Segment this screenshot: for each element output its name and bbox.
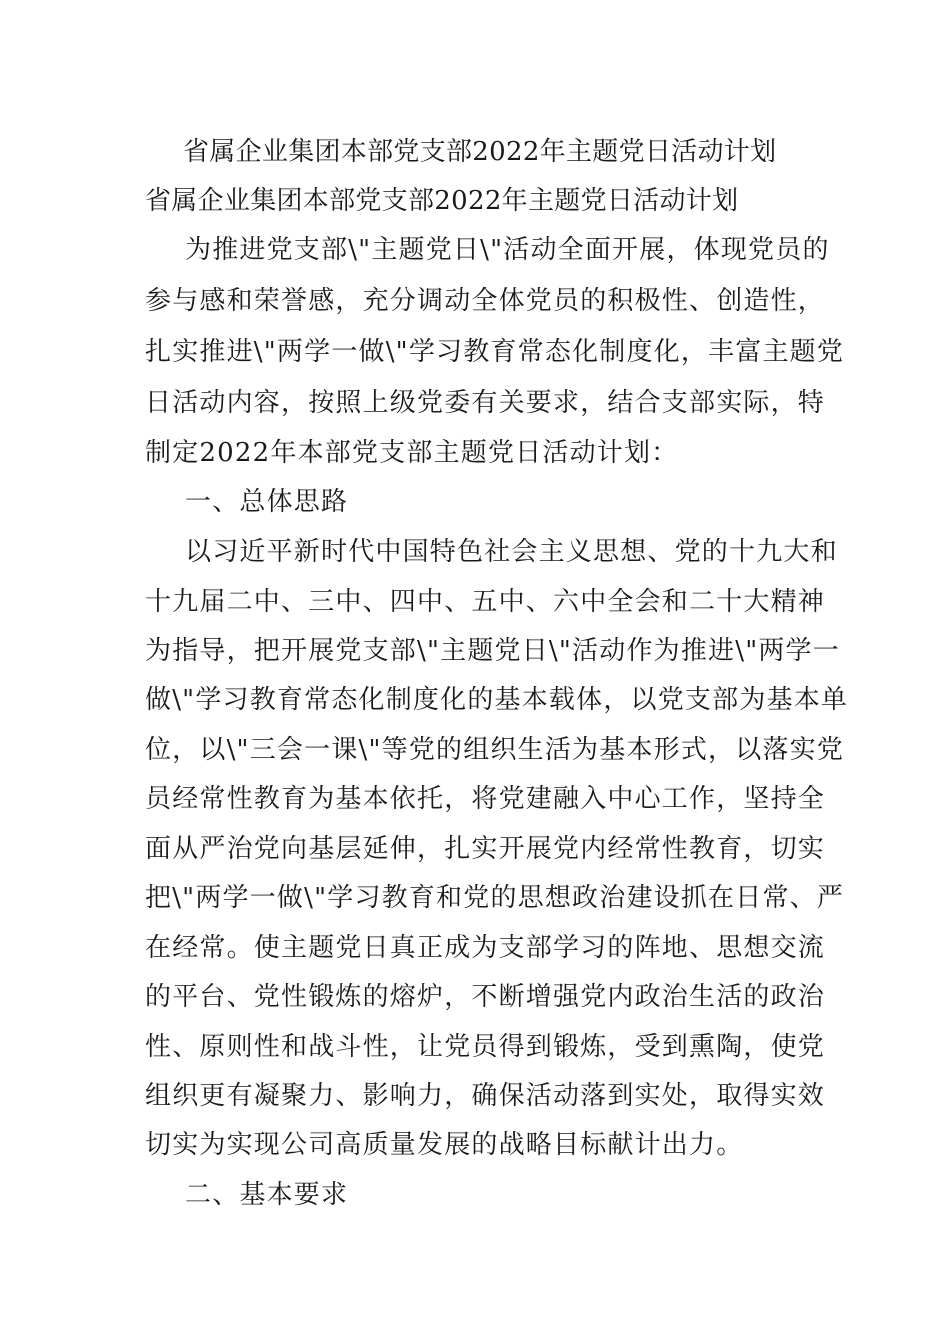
- section-1-line: 为指导，把开展党支部\"主题党日\"活动作为推进\"两学一: [145, 636, 840, 666]
- document-title: 省属企业集团本部党支部2022年主题党日活动计划: [183, 137, 777, 167]
- section-1-line: 以习近平新时代中国特色社会主义思想、党的十九大和: [185, 537, 838, 567]
- section-1-line: 位，以\"三会一课\"等党的组织生活为基本形式，以落实党: [145, 735, 845, 765]
- intro-line: 参与感和荣誉感，充分调动全体党员的积极性、创造性，: [145, 286, 826, 316]
- section-1-line: 切实为实现公司高质量发展的战略目标献计出力。: [145, 1130, 744, 1160]
- section-heading-2: 二、基本要求: [185, 1180, 349, 1210]
- section-1-line: 做\"学习教育常态化制度化的基本载体，以党支部为基本单: [145, 685, 849, 715]
- section-heading-1: 一、总体思路: [185, 487, 349, 517]
- intro-line: 扎实推进\"两学一做\"学习教育常态化制度化，丰富主题党: [145, 337, 845, 367]
- section-1-line: 把\"两学一做\"学习教育和党的思想政治建设抓在日常、严: [145, 883, 845, 913]
- section-1-line: 面从严治党向基层延伸，扎实开展党内经常性教育，切实: [145, 834, 826, 864]
- section-1-line: 的平台、党性锻炼的熔炉，不断增强党内政治生活的政治: [145, 982, 826, 1012]
- section-1-line: 十九届二中、三中、四中、五中、六中全会和二十大精神: [145, 587, 826, 617]
- section-1-line: 组织更有凝聚力、影响力，确保活动落到实处，取得实效: [145, 1081, 826, 1111]
- intro-line: 日活动内容，按照上级党委有关要求，结合支部实际，特: [145, 388, 826, 418]
- section-1-line: 性、原则性和战斗性，让党员得到锻炼，受到熏陶，使党: [145, 1032, 826, 1062]
- section-1-line: 员经常性教育为基本依托，将党建融入中心工作，坚持全: [145, 784, 826, 814]
- document-subtitle: 省属企业集团本部党支部2022年主题党日活动计划: [145, 186, 739, 216]
- intro-line: 为推进党支部\"主题党日\"活动全面开展，体现党员的: [185, 235, 830, 265]
- intro-line: 制定2022年本部党支部主题党日活动计划：: [145, 438, 679, 468]
- section-1-line: 在经常。使主题党日真正成为支部学习的阵地、思想交流: [145, 933, 826, 963]
